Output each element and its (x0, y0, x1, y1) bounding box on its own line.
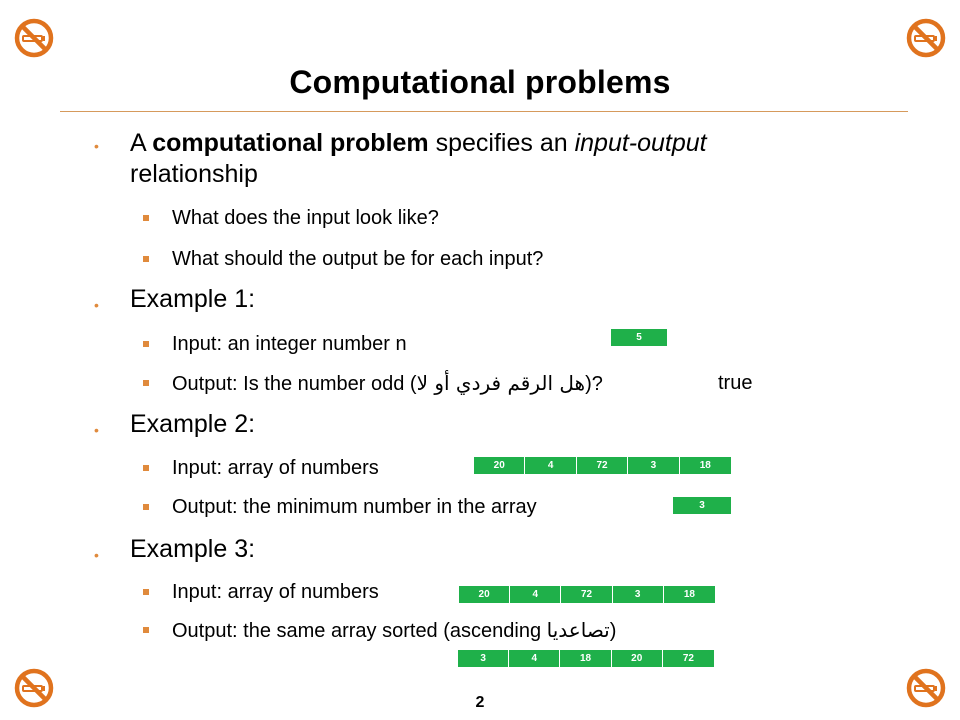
intro-sub-1: What does the input look like? (172, 207, 439, 229)
array-cell: 18 (699, 460, 711, 471)
slide-title: Computational problems (289, 64, 671, 100)
title-underline (60, 111, 908, 112)
example1-answer: true (718, 372, 753, 394)
bullet-dot: • (94, 547, 99, 563)
sub-bullet (143, 341, 149, 347)
sub-bullet (143, 589, 149, 595)
array-cell: 3 (613, 586, 664, 603)
example2-heading: Example 2: (130, 410, 256, 438)
array-cell: 4 (510, 586, 561, 603)
example1-output: Output: Is the number odd (هل الرقم فردي أو لا)? (172, 371, 603, 395)
example3-input: Input: array of numbers (172, 581, 379, 603)
array-cell: 72 (561, 586, 612, 603)
bullet-dot: • (94, 422, 99, 438)
sub-bullet (143, 465, 149, 471)
sub-bullet (143, 504, 149, 510)
array-cell: 4 (525, 457, 576, 474)
sub-bullet (143, 627, 149, 633)
array-cell: 20 (612, 650, 663, 667)
example3-output: Output: the same array sorted (ascending تصاعديا) (172, 618, 617, 642)
example1-input: Input: an integer number n (172, 333, 407, 355)
sub-bullet (143, 215, 149, 221)
example3-sorted-array (457, 649, 715, 668)
bullet-dot: • (94, 297, 99, 313)
array-cell: 20 (459, 586, 510, 603)
array-cell: 18 (560, 650, 611, 667)
example2-array (473, 456, 732, 475)
example2-result-box (672, 496, 732, 515)
array-cell: 18 (683, 589, 695, 600)
example1-value-box (610, 328, 668, 347)
no-smoking-icon (14, 18, 54, 58)
array-cell: 5 (636, 332, 642, 343)
intro-text: A computational problem specifies an input-output relationship (130, 129, 707, 188)
array-cell: 4 (509, 650, 560, 667)
sub-bullet (143, 256, 149, 262)
no-smoking-icon (906, 18, 946, 58)
intro-sub-2: What should the output be for each input? (172, 248, 544, 270)
example3-heading: Example 3: (130, 535, 256, 563)
example3-array (458, 585, 716, 604)
array-cell: 72 (682, 653, 694, 664)
example1-heading: Example 1: (130, 285, 256, 313)
example2-input: Input: array of numbers (172, 457, 379, 479)
array-cell: 3 (699, 500, 705, 511)
array-cell: 20 (474, 457, 525, 474)
array-cell: 72 (577, 457, 628, 474)
sub-bullet (143, 380, 149, 386)
example2-output: Output: the minimum number in the array (172, 496, 537, 518)
array-cell: 3 (458, 650, 509, 667)
bullet-dot: • (94, 138, 99, 154)
page-number: 2 (475, 694, 485, 711)
array-cell: 3 (628, 457, 679, 474)
